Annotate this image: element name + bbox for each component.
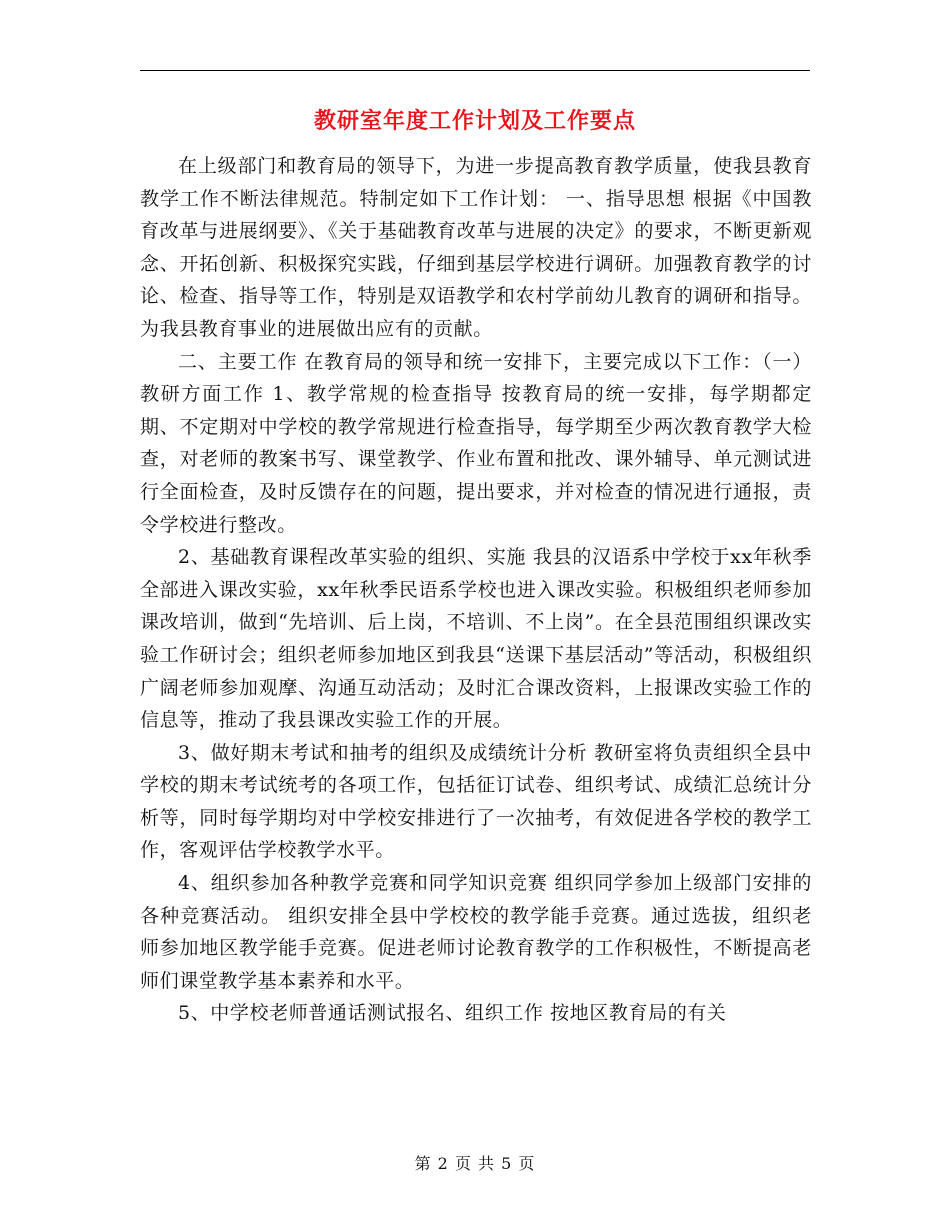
page-number-footer: 第 2 页 共 5 页 [414,1154,536,1173]
paragraph-mandarin-test: 5、中学校老师普通话测试报名、组织工作 按地区教育局的有关 [178,1002,727,1025]
paragraph-intro: 在上级部门和教育局的领导下，为进一步提高教育教学质量，使我县教育教学工作不断法律规范。特制定如下工作计划： 一、指导思想 根据《中国教育改革与进展纲要》、《关于基础教育改革与进展的决定》的要求，不断更新观念、开拓创新、积极探究实践，仔细到基层学校进行调研。加强教育教学的讨论、检查、指导等工作，特别是双语教学和农村学前幼儿教育的调研和指导。为我县教育事业的进展做出应有的贡献。 [140,155,812,340]
paragraph-competitions: 4、组织参加各种教学竞赛和同学知识竞赛 组织同学参加上级部门安排的各种竞赛活动。 组织安排全县中学校校的教学能手竞赛。通过选拔，组织老师参加地区教学能手竞赛。促进老师讨论教育教学的工作积极性，不断提高老师们课堂教学基本素养和水平。 [140,872,812,992]
paragraph-curriculum-reform: 2、基础教育课程改革实验的组织、实施 我县的汉语系中学校于xx年秋季全部进入课改实验，xx年秋季民语系学校也进入课改实验。积极组织老师参加课改培训，做到“先培训、后上岗，不培训、不上岗”。在全县范围组织课改实验工作研讨会；组织老师参加地区到我县“送课下基层活动”等活动，积极组织广阔老师参加观摩、沟通互动活动；及时汇合课改资料，上报课改实验工作的信息等，推动了我县课改实验工作的开展。 [140,546,812,732]
header-rule [140,70,810,71]
document-body [140,150,812,1030]
document-title: 教研室年度工作计划及工作要点 [313,109,636,134]
paragraph-main-work: 二、主要工作 在教育局的领导和统一安排下，主要完成以下工作：（一）教研方面工作 1、教学常规的检查指导 按教育局的统一安排，每学期都定期、不定期对中学校的教学常规进行检查指导，每学期至少两次教育教学大检查，对老师的教案书写、课堂教学、作业布置和批改、课外辅导、单元测试进行全面检查，及时反馈存在的问题，提出要求，并对检查的情况进行通报，责令学校进行整改。 [140,350,812,536]
paragraph-exams: 3、做好期末考试和抽考的组织及成绩统计分析 教研室将负责组织全县中学校的期末考试统考的各项工作，包括征订试卷、组织考试、成绩汇总统计分析等，同时每学期均对中学校安排进行了一次抽考，有效促进各学校的教学工作，客观评估学校教学水平。 [140,741,812,862]
